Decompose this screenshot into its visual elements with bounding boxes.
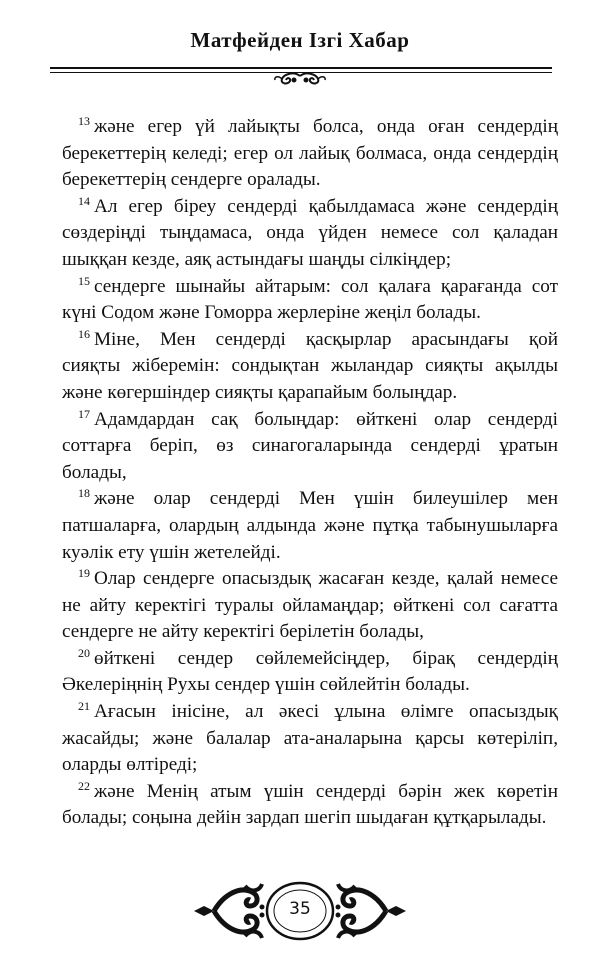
line-text: Ағасын інісіне, ал әкесі ұлына өлімге опасыздық xyxy=(94,701,558,723)
line-text: және Менің атым үшін сендерді бәрін жек көретін xyxy=(94,780,558,802)
verse-19 xyxy=(62,566,558,646)
verse-number: 16 xyxy=(78,326,90,341)
line-text: Адамдардан сақ болыңдар: өйткені олар сендерді xyxy=(94,408,558,430)
text-line xyxy=(62,327,558,354)
text-line xyxy=(62,646,558,673)
line-text: оларды өлтіреді; xyxy=(62,754,198,776)
text-line xyxy=(62,593,558,620)
verse-17 xyxy=(62,407,558,487)
text-line xyxy=(62,220,558,247)
verse-22 xyxy=(62,779,558,832)
text-line xyxy=(62,407,558,434)
text-line xyxy=(62,380,558,407)
line-text: және олар сендерді Мен үшін билеушілер мен xyxy=(94,488,558,510)
text-line xyxy=(62,672,558,699)
verse-number: 20 xyxy=(78,645,90,660)
line-text: соттарға беріп, өз синагогаларында сендерді ұратын xyxy=(62,435,558,457)
verse-16 xyxy=(62,327,558,407)
text-line xyxy=(62,540,558,567)
line-text: және көгершіндер сияқты қарапайым болыңдар. xyxy=(62,381,458,403)
verse-14 xyxy=(62,194,558,274)
text-line xyxy=(62,300,558,327)
line-text: патшаларға, олардың алдында және пұтқа табынушыларға xyxy=(62,514,558,536)
running-header-title: Матфейден Ізгі Хабар xyxy=(190,28,410,52)
text-line xyxy=(62,779,558,806)
line-text: куәлік ету үшін жетелейді. xyxy=(62,541,281,563)
verse-number: 15 xyxy=(78,273,90,288)
line-text: берекеттерің сендерге оралады. xyxy=(62,169,321,191)
line-text: жасайды; және балалар ата-аналарына қарсы көтеріліп, xyxy=(62,727,558,749)
verse-21 xyxy=(62,699,558,779)
text-line xyxy=(62,805,558,832)
line-text: болады, xyxy=(62,461,127,483)
text-line xyxy=(62,433,558,460)
line-text: Олар сендерге опасыздық жасаған кезде, қалай немесе xyxy=(94,568,558,590)
text-line xyxy=(62,513,558,540)
verse-number: 13 xyxy=(78,114,90,128)
line-text: сөздеріңді тыңдамаса, онда үйден немесе сол қаладан xyxy=(62,222,558,244)
line-text: берекеттерің келеді; егер ол лайық болмаса, онда сендердің xyxy=(62,142,558,164)
text-line xyxy=(62,141,558,168)
verse-number: 21 xyxy=(78,699,90,714)
scripture-text xyxy=(62,114,558,832)
verse-number: 17 xyxy=(78,406,90,421)
verse-number: 22 xyxy=(78,778,90,793)
text-line xyxy=(62,486,558,513)
page-number: 35 xyxy=(289,899,311,919)
ornament-icon xyxy=(270,72,330,86)
line-text: Әкелеріңнің Рухы сендер үшін сөйлейтін болады. xyxy=(62,674,470,696)
line-text: не айту керектігі туралы ойламаңдар; өйткені сол сағатта xyxy=(62,594,558,616)
line-text: сендерге не айту керектігі берілетін болады, xyxy=(62,621,424,643)
verse-20 xyxy=(62,646,558,699)
line-text: Ал егер біреу сендерді қабылдамаса және сендердің xyxy=(94,195,558,217)
text-line xyxy=(62,699,558,726)
text-line xyxy=(62,460,558,487)
text-line xyxy=(62,114,558,141)
text-line xyxy=(62,353,558,380)
text-line xyxy=(62,247,558,274)
verse-number: 18 xyxy=(78,486,90,501)
line-text: және егер үй лайықты болса, онда оған сендердің xyxy=(94,116,558,137)
line-text: Міне, Мен сендерді қасқырлар арасындағы қой xyxy=(94,328,558,350)
text-line xyxy=(62,566,558,593)
line-text: сияқты жіберемін: сондықтан жыландар сияқты ақылды xyxy=(62,355,558,377)
line-text: шыққан кезде, аяқ астындағы шаңды сілкіңдер; xyxy=(62,248,452,270)
verse-18 xyxy=(62,486,558,566)
text-line xyxy=(62,752,558,779)
verse-13 xyxy=(62,114,558,194)
text-line xyxy=(62,194,558,221)
text-line xyxy=(62,619,558,646)
line-text: күні Содом және Гоморра жерлеріне жеңіл болады. xyxy=(62,302,481,324)
text-line xyxy=(62,167,558,194)
header-rule xyxy=(50,67,552,69)
line-text: өйткені сендер сөйлемейсіңдер, бірақ сендердің xyxy=(94,647,558,669)
line-text: сендерге шынайы айтарым: сол қалаға қарағанда сот xyxy=(94,275,558,297)
verse-number: 19 xyxy=(78,566,90,581)
verse-number: 14 xyxy=(78,193,90,208)
text-line xyxy=(62,726,558,753)
line-text: болады; соңына дейін зардап шегіп шыдаған құтқарылады. xyxy=(62,807,547,829)
text-line xyxy=(62,274,558,301)
verse-15 xyxy=(62,274,558,327)
